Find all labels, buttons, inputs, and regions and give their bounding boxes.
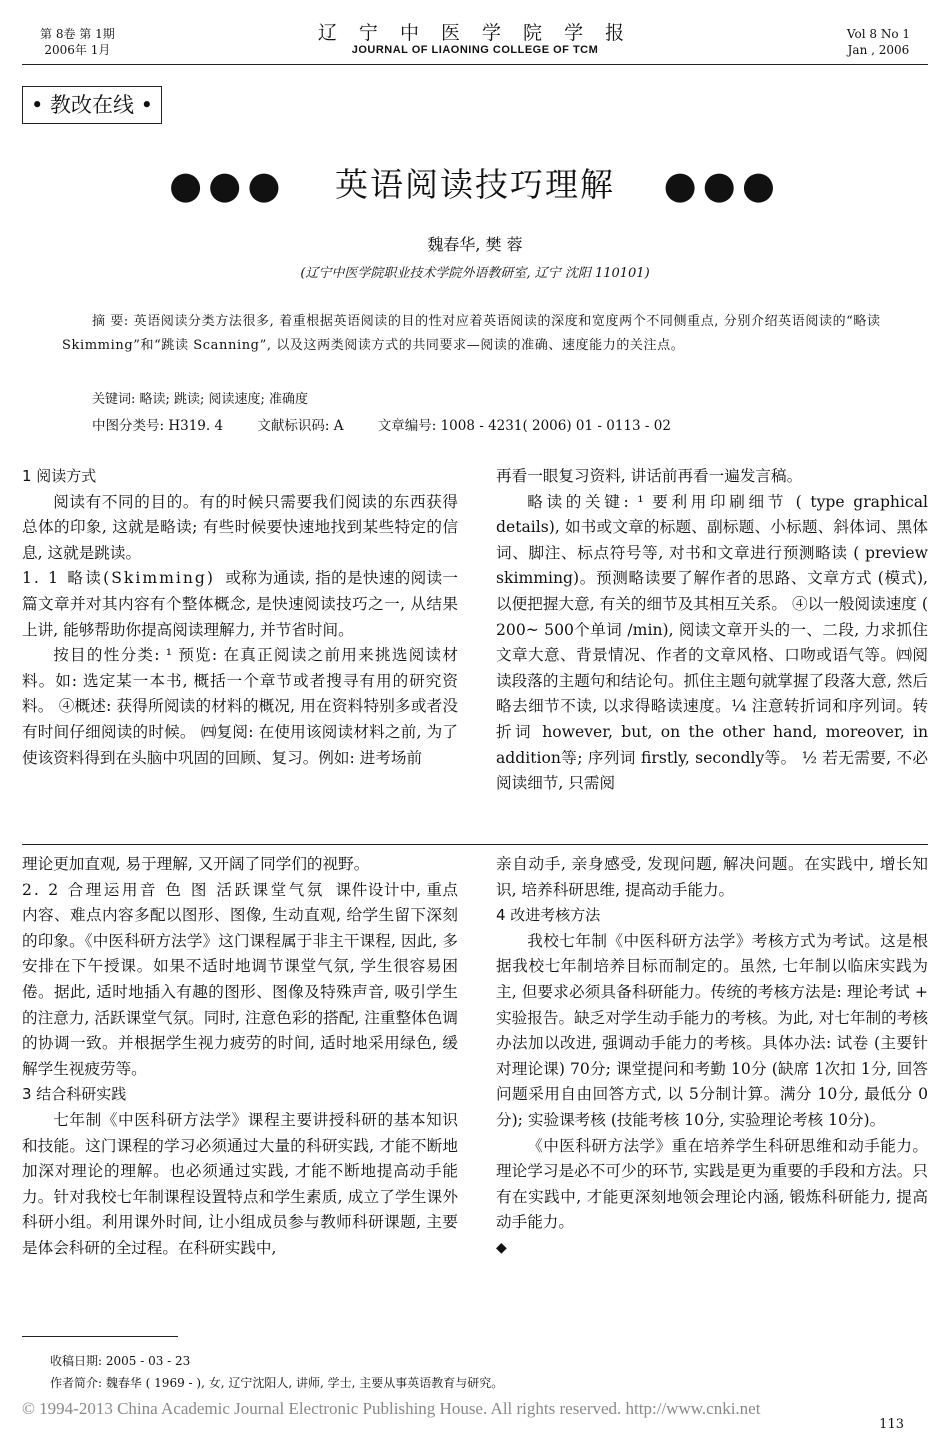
- clc-number: 中图分类号: H319. 4: [92, 418, 224, 434]
- header-rule: [22, 64, 928, 65]
- left-column-lower: [22, 852, 458, 1262]
- paragraph: 阅读有不同的目的。有的时候只需要我们阅读的东西获得总体的印象, 这就是略读; 有些时候要快速地找到某些特定的信息, 这就是跳读。: [22, 492, 458, 562]
- footnotes: [50, 1350, 503, 1394]
- subsection-2-2-heading: 2. 2 合理运用音 色 图 活跃课堂气氛: [22, 880, 325, 899]
- subsection-1-1-heading: 1. 1 略读(Skimming): [22, 569, 215, 588]
- journal-title: [300, 22, 650, 56]
- copyright-notice: © 1994-2013 China Academic Journal Electronic Publishing House. All rights reserved. http://www.cnki.net: [22, 1399, 761, 1418]
- footnote-rule: [22, 1336, 178, 1337]
- paragraph: [22, 566, 458, 643]
- paragraph: 再看一眼复习资料, 讲话前再看一遍发言稿。: [496, 467, 803, 485]
- paragraph: 按目的性分类: ¹ 预览: 在真正阅读之前用来挑选阅读材料。如: 选定某一本书, 概括一个章节或者搜寻有用的研究资料。 ④概述: 获得所阅读的材料的概况, 用在资料特别多或者没有时间仔细阅读的时候。 ㈣复阅: 在使用该阅读材料之前, 为了使该资料得到在头脑中巩固的回顾、复习。例如: 进考场前: [22, 646, 458, 767]
- paragraph: [22, 878, 458, 1083]
- journal-name-cn: 辽 宁 中 医 学 院 学 报: [317, 22, 633, 44]
- document-code: 文献标识码: A: [257, 418, 344, 434]
- date-cn: 2006年 1月: [44, 43, 111, 57]
- affiliation: (辽宁中医学院职业技术学院外语教研室, 辽宁 沈阳 110101): [300, 266, 650, 281]
- subsection-2-2-text: 课件设计中, 重点内容、难点内容多配以图形、图像, 生动直观, 给学生留下深刻的印象。《中医科研方法学》这门课程属于非主干课程, 因此, 多安排在下午授课。如果不适时地调节课堂气氛, 学生很容易困倦。据此, 适时地插入有趣的图形、图像及特殊声音, 吸引学生的注意力, 活跃课堂气氛。同时, 注意色彩的搭配, 注重整体色调的协调一致。并根据学生视力疲劳的时间, 适时地采用绿色, 缓解学生视疲劳等。: [22, 880, 458, 1078]
- volume-issue-cn: 第 8卷 第 1期: [40, 27, 115, 41]
- volume-issue-en: Vol 8 No 1: [846, 27, 910, 41]
- right-column-lower: [496, 852, 928, 1262]
- paragraph: 略读的关键: ¹ 要利用印刷细节 ( type graphical details), 如书或文章的标题、副标题、小标题、斜体词、黑体词、脚注、标点符号等, 对书和文章进行预测略读 ( preview skimming)。预测略读要了解作者的思路、文章方式 (模式), 以便把握大意, 有关的细节及其相互关系。 ④以一般阅读速度 ( 200~ 500个单词 /min), 阅读文章开头的一、二段, 力求抓住文章大意、背景情况、作者的文章风格、口吻或语气等。㈣阅读段落的主题句和结论句。抓住主题句就掌握了段落大意, 然后略去细节不读, 以求得略读速度。¼ 注意转折词和序列词。转折词 however, but, on the other hand, moreover, in addition等; 序列词 firstly, secondly等。 ½ 若无需要, 不必阅读细节, 只需阅: [496, 492, 928, 793]
- journal-name-en: JOURNAL OF LIAONING COLLEGE OF TCM: [351, 44, 599, 56]
- date-en: Jan , 2006: [847, 43, 910, 57]
- column-label: • 教改在线 •: [22, 86, 162, 124]
- author-bio: 作者简介: 魏春华 ( 1969 - ), 女, 辽宁沈阳人, 讲师, 学士, 主要从事英语教育与研究。: [50, 1376, 504, 1390]
- paragraph: 亲自动手, 亲身感受, 发现问题, 解决问题。在实践中, 增长知识, 培养科研思维, 提高动手能力。: [496, 855, 928, 899]
- title-text: 英语阅读技巧理解: [335, 165, 615, 204]
- header-volume-en: [847, 26, 910, 58]
- title-dots-right: ●●●: [663, 163, 781, 207]
- page-number: 113: [879, 1417, 904, 1432]
- abstract: 摘 要: 英语阅读分类方法很多, 着重根据英语阅读的目的性对应着英语阅读的深度和宽度两个不同侧重点, 分别介绍英语阅读的“略读 Skimming”和“跳读 Scanning”, 以及这两类阅读方式的共同要求—阅读的准确、速度能力的关注点。: [62, 314, 881, 353]
- section-1-heading: 1 阅读方式: [22, 467, 97, 485]
- paragraph: 《中医科研方法学》重在培养学生科研思维和动手能力。理论学习是必不可少的环节, 实践是更为重要的手段和方法。只有在实践中, 才能更深刻地领会理论内涵, 锻炼科研能力, 提高动手能力。: [496, 1136, 928, 1232]
- paragraph: 理论更加直观, 易于理解, 又开阔了同学们的视野。: [22, 855, 370, 873]
- article-number: 文章编号: 1008 - 4231( 2006) 01 - 0113 - 02: [377, 418, 671, 434]
- title-dots-left: ●●●: [169, 163, 287, 207]
- classification: [92, 414, 701, 434]
- section-3-heading: 3 结合科研实践: [22, 1085, 127, 1104]
- section-4-heading: 4 改进考核方法: [496, 906, 601, 925]
- right-column-upper: [496, 464, 928, 797]
- paragraph: 我校七年制《中医科研方法学》考核方式为考试。这是根据我校七年制培养目标而制定的。虽然, 七年制以临床实践为主, 但要求必须具备科研能力。传统的考核方法是: 理论考试 + 实验报告。缺乏对学生动手能力的考核。为此, 对七年制的考核办法加以改进, 强调动手能力的考核。具体办法: 试卷 (主要针对理论课) 70分; 课堂提问和考勤 10分 (缺席 1次扣 1分, 回答问题采用自由回答方式, 以 5分制计算。满分 10分, 最低分 0分); 实验课考核 (技能考核 10分, 实验理论考核 10分)。: [496, 931, 928, 1129]
- paragraph: 七年制《中医科研方法学》课程主要讲授科研的基本知识和技能。这门课程的学习必须通过大量的科研实践, 才能不断地加深对理论的理解。也必须通过实践, 才能不断地提高动手能力。针对我校七年制课程设置特点和学生素质, 成立了学生课外科研小组。利用课外时间, 让小组成员参与教师科研课题, 主要是体会科研的全过程。在科研实践中,: [22, 1110, 458, 1257]
- header-volume-cn: [40, 26, 115, 58]
- authors: 魏春华, 樊 蓉: [427, 235, 523, 254]
- received-date: 收稿日期: 2005 - 03 - 23: [50, 1354, 191, 1368]
- subsection-1-1-text: 或称为通读, 指的是快速的阅读一篇文章并对其内容有个整体概念, 是快速阅读技巧之一, 从结果上讲, 能够帮助你提高阅读理解力, 并节省时间。: [22, 569, 459, 639]
- section-divider: [22, 844, 928, 845]
- keywords: 关键词: 略读; 跳读; 阅读速度; 准确度: [92, 392, 309, 407]
- end-mark-icon: ◆: [496, 1239, 507, 1256]
- article-title: [0, 160, 950, 210]
- left-column-upper: [22, 464, 458, 771]
